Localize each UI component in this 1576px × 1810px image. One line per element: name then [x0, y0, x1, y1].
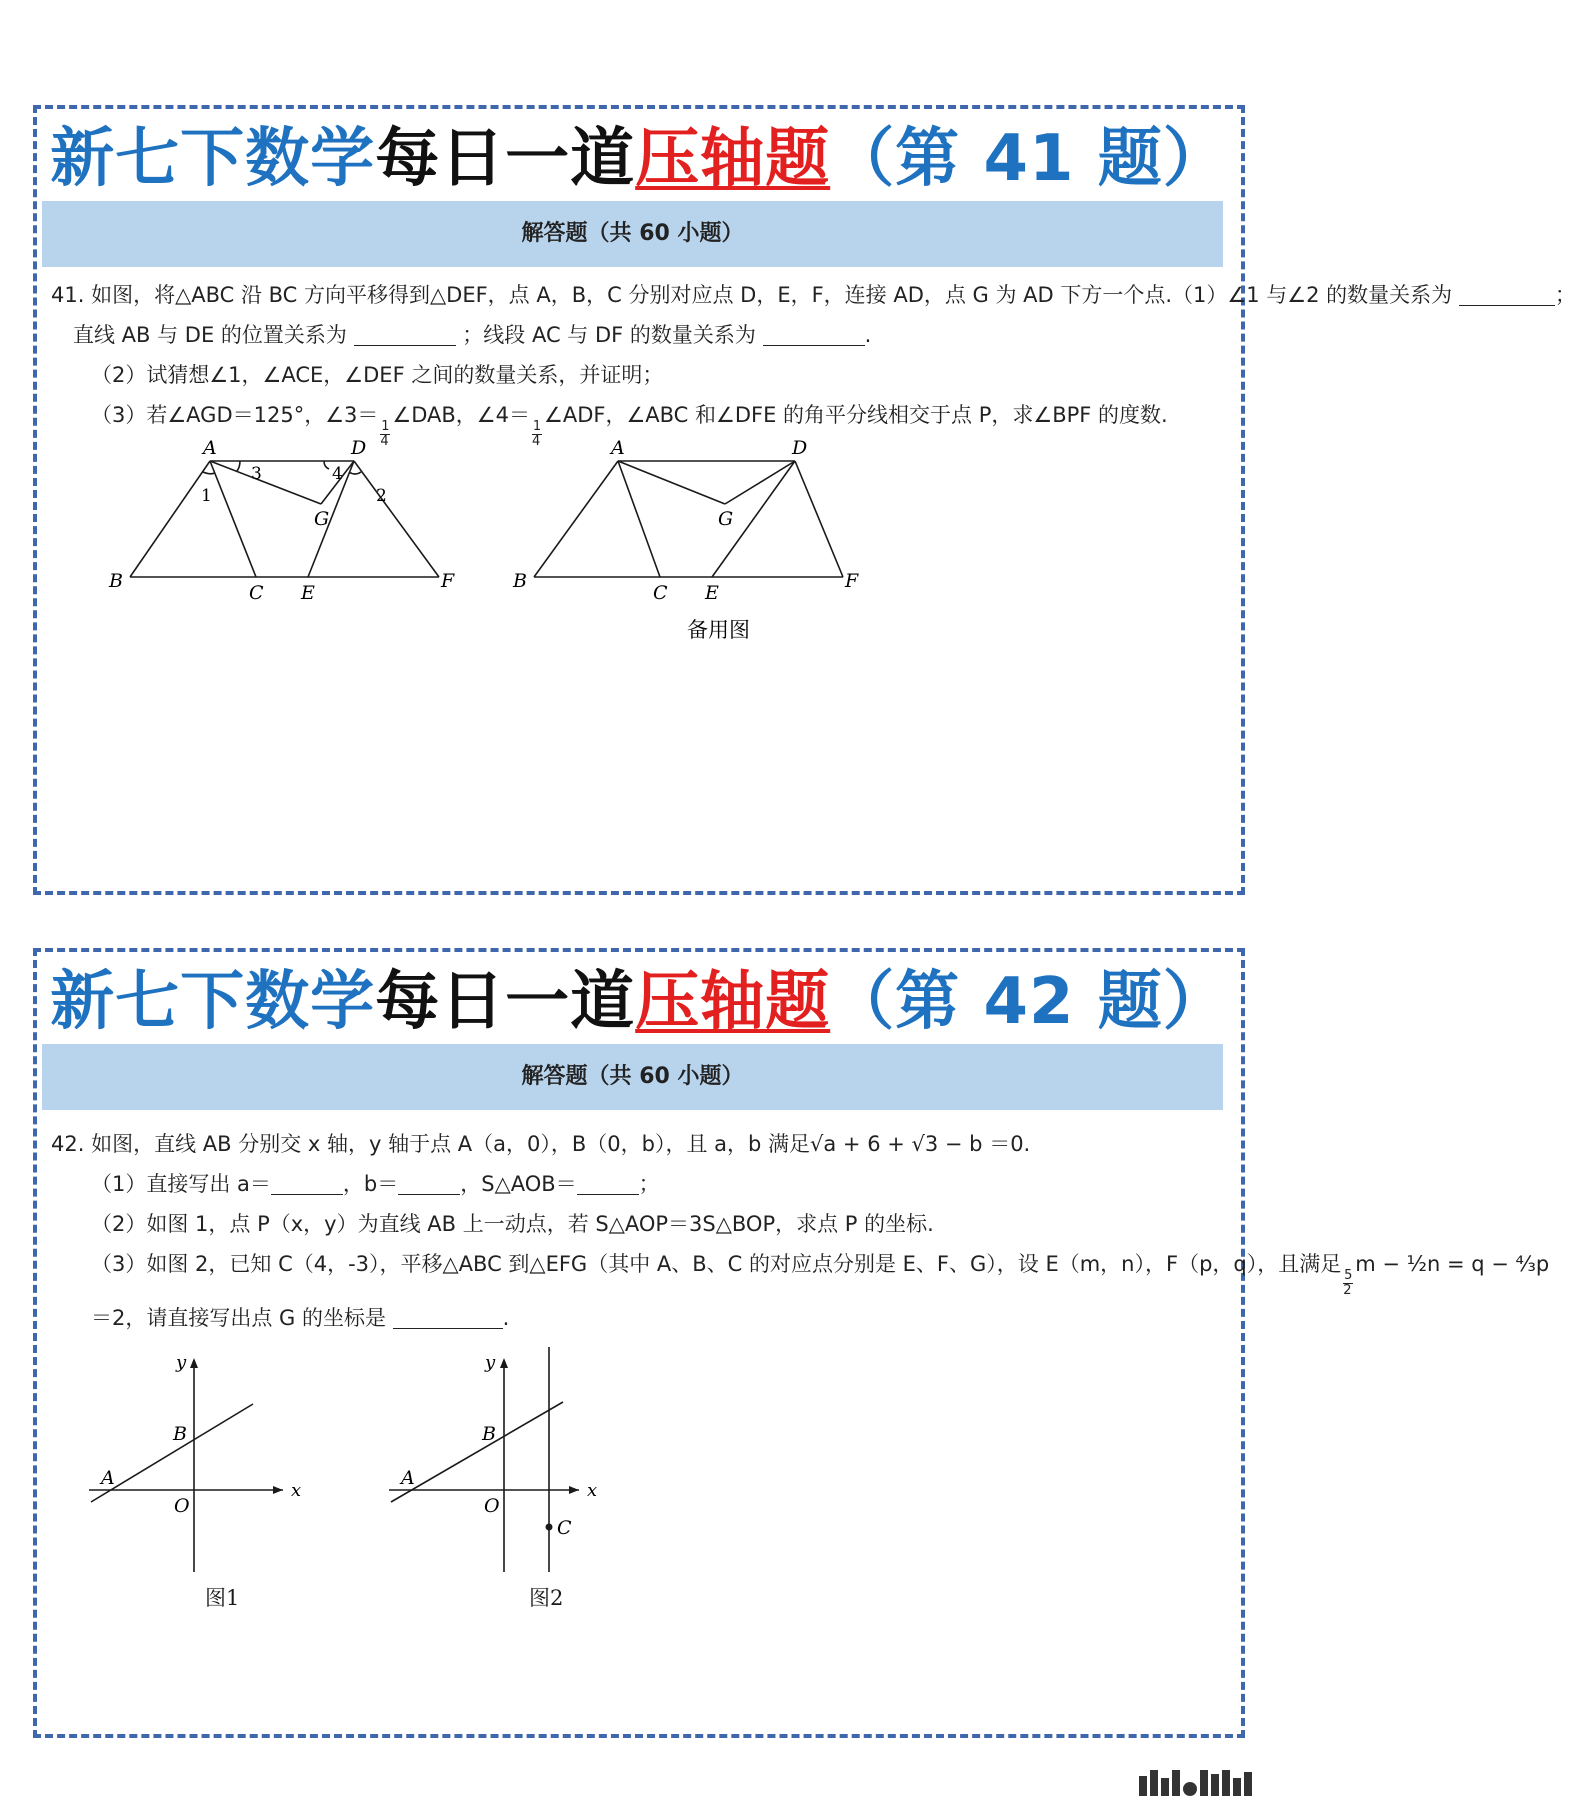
card-title: 新七下数学每日一道压轴题（第 42 题）	[50, 965, 1228, 1039]
y-axis-label: y	[485, 1352, 496, 1373]
label-B: B	[482, 1423, 496, 1445]
fraction: $\frac{1}{4}$	[532, 419, 542, 449]
angle-1-label: 1	[201, 486, 212, 506]
answer-blank[interactable]	[354, 322, 456, 346]
angle-4-label: 4	[332, 464, 343, 484]
y-axis-label: y	[176, 1352, 187, 1373]
label-E: E	[705, 582, 719, 604]
question-line: 41. 如图，将△ABC 沿 BC 方向平移得到△DEF，点 A，B，C 分别对应点 D，E，F，连接 AD，点 G 为 AD 下方一个点.（1）∠1 与∠2 的数量关系为 ；	[51, 283, 1576, 307]
question-line: （1）直接写出 a＝ ，b＝ ，S△AOB＝ ；	[91, 1172, 660, 1196]
label-C: C	[557, 1517, 572, 1539]
label-G: G	[314, 508, 330, 530]
label-B: B	[513, 570, 527, 592]
answer-blank-area[interactable]	[577, 1171, 639, 1195]
answer-blank-a[interactable]	[271, 1171, 343, 1195]
label-F: F	[845, 570, 859, 592]
figure-1	[77, 1342, 317, 1572]
label-A: A	[611, 437, 625, 459]
card-title: 新七下数学每日一道压轴题（第 41 题）	[50, 122, 1228, 196]
label-A: A	[101, 1467, 115, 1489]
figure-2	[377, 1327, 617, 1572]
x-axis-label: x	[587, 1480, 598, 1501]
trapezoid-figure	[73, 439, 513, 629]
question-line: （3）如图 2，已知 C（4，-3），平移△ABC 到△EFG（其中 A、B、C 的对应点分别是 E、F、G），设 E（m，n），F（p，q），且满足 $\frac{5}{2}$ m − ½n = q − ⁴⁄₃p	[91, 1252, 1550, 1298]
label-C: C	[653, 582, 668, 604]
label-F: F	[441, 570, 455, 592]
watermark-logo	[1139, 1770, 1252, 1796]
label-D: D	[792, 437, 808, 459]
question-text	[51, 1124, 1550, 1338]
label-D: D	[351, 437, 367, 459]
answer-blank[interactable]	[1459, 282, 1555, 306]
question-line: 42. 如图，直线 AB 分别交 x 轴，y 轴于点 A（a，0），B（0，b），且 a，b 满足√a + 6 + √3 − b ＝0.	[51, 1132, 1031, 1156]
question-line: 直线 AB 与 DE 的位置关系为 ；线段 AC 与 DF 的数量关系为 .	[73, 323, 872, 347]
label-A: A	[401, 1467, 415, 1489]
spare-figure	[477, 439, 917, 669]
figure-2-caption: 图2	[529, 1586, 564, 1610]
answer-blank[interactable]	[763, 322, 865, 346]
section-header: 解答题（共 60 小题）	[42, 201, 1223, 267]
label-C: C	[249, 582, 264, 604]
question-text	[51, 275, 1576, 449]
question-line: （2）如图 1，点 P（x，y）为直线 AB 上一动点，若 S△AOP＝3S△BOP，求点 P 的坐标.	[91, 1212, 934, 1236]
answer-blank-b[interactable]	[398, 1171, 460, 1195]
figure-1-caption: 图1	[205, 1586, 240, 1610]
fraction: $\frac{5}{2}$	[1343, 1268, 1353, 1298]
label-B: B	[173, 1423, 187, 1445]
label-B: B	[109, 570, 123, 592]
question-line: ＝2，请直接写出点 G 的坐标是 .	[91, 1306, 510, 1330]
x-axis-label: x	[291, 1480, 302, 1501]
label-O: O	[484, 1495, 500, 1517]
question-line: （3）若∠AGD＝125°，∠3＝ $\frac{1}{4}$ ∠DAB，∠4＝ $\frac{1}{4}$ ∠ADF，∠ABC 和∠DFE 的角平分线相交于点 P，求∠BPF 的度数.	[91, 403, 1168, 449]
spare-figure-caption: 备用图	[687, 618, 750, 642]
fraction: $\frac{1}{4}$	[380, 419, 390, 449]
label-O: O	[174, 1495, 190, 1517]
label-A: A	[203, 437, 217, 459]
question-card-41	[33, 105, 1576, 895]
label-G: G	[718, 508, 734, 530]
label-E: E	[301, 582, 315, 604]
question-line: （2）试猜想∠1，∠ACE，∠DEF 之间的数量关系，并证明；	[91, 363, 664, 387]
section-header: 解答题（共 60 小题）	[42, 1044, 1223, 1110]
angle-3-label: 3	[251, 464, 262, 484]
answer-blank-g[interactable]	[393, 1305, 503, 1329]
angle-2-label: 2	[376, 486, 387, 506]
question-card-42	[33, 948, 1550, 1738]
